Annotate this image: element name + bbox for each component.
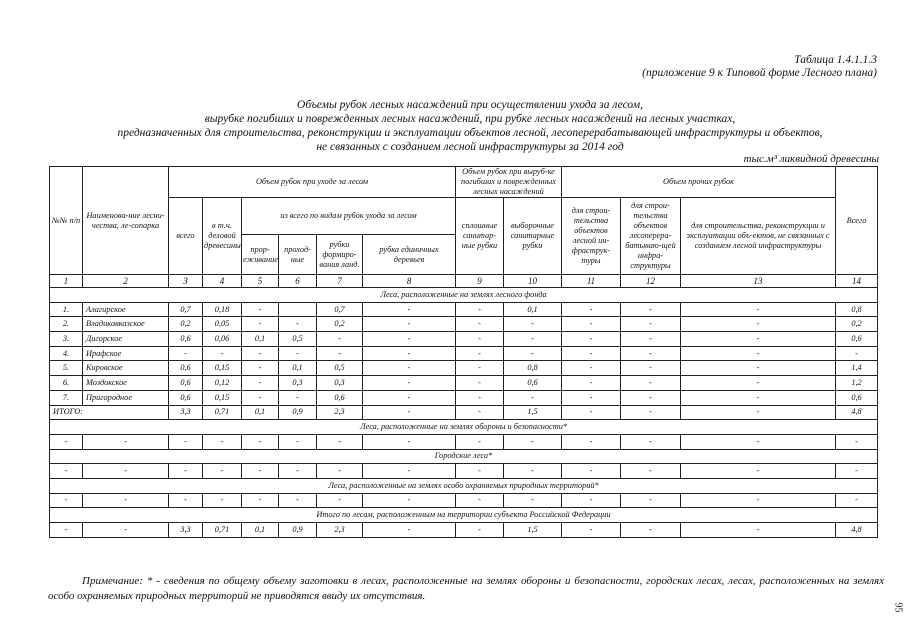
table-cell: - <box>317 346 363 361</box>
table-cell: 0,7 <box>317 302 363 317</box>
table-cell: - <box>242 493 279 508</box>
table-cell: - <box>279 464 317 479</box>
table-cell: 2,3 <box>317 405 363 420</box>
table-cell: - <box>169 434 203 449</box>
table-cell: - <box>50 523 83 538</box>
row-number: 6. <box>50 376 83 391</box>
table-cell: - <box>681 302 836 317</box>
title-line: вырубке погибших и поврежденных лесных насаждений, при рубке лесных насаждений на лесных участках, <box>204 113 736 125</box>
table-cell: 0,9 <box>279 523 317 538</box>
table-cell: - <box>504 464 562 479</box>
volumes-table <box>49 166 878 538</box>
table-cell: - <box>279 346 317 361</box>
table-cell: - <box>83 464 169 479</box>
table-cell: - <box>363 346 456 361</box>
table-cell: - <box>363 434 456 449</box>
table-cell: - <box>681 523 836 538</box>
table-cell: 0,6 <box>169 376 203 391</box>
table-cell: - <box>456 523 504 538</box>
table-row <box>50 302 878 317</box>
table-cell: - <box>456 464 504 479</box>
table-cell: - <box>317 464 363 479</box>
appendix-note: (приложение 9 к Типовой форме Лесного плана) <box>642 67 877 79</box>
column-number: 7 <box>317 275 363 288</box>
page-number: 95 <box>892 602 904 613</box>
table-cell: - <box>681 317 836 332</box>
section-heading: Итого по лесам, расположенным на территории субъекта Российской Федерации <box>50 508 878 523</box>
table-cell: - <box>562 434 621 449</box>
table-cell: 0,2 <box>169 317 203 332</box>
table-cell: 0,15 <box>203 361 242 376</box>
column-number: 4 <box>203 275 242 288</box>
table-cell <box>279 302 317 317</box>
header-passage: проход-ные <box>279 235 317 275</box>
table-cell: 0,1 <box>279 361 317 376</box>
header-total: Всего <box>836 167 878 275</box>
table-row <box>50 332 878 347</box>
table-cell: - <box>242 346 279 361</box>
table-cell: - <box>203 434 242 449</box>
table-cell: - <box>621 302 681 317</box>
table-cell: - <box>836 434 878 449</box>
section-heading: Леса, расположенные на землях обороны и безопасности* <box>50 420 878 435</box>
column-number: 1 <box>50 275 83 288</box>
table-cell: - <box>681 346 836 361</box>
table-reference <box>642 54 877 80</box>
table-cell: - <box>83 523 169 538</box>
table-cell: - <box>836 493 878 508</box>
table-cell: - <box>169 346 203 361</box>
table-cell: 0,15 <box>203 390 242 405</box>
table-cell: 0,2 <box>317 317 363 332</box>
table-cell: 1,5 <box>504 523 562 538</box>
header-other: Объем прочих рубок <box>562 167 836 198</box>
table-cell: - <box>681 493 836 508</box>
table-cell: 3,3 <box>169 405 203 420</box>
row-number: 5. <box>50 361 83 376</box>
column-number: 9 <box>456 275 504 288</box>
table-cell: - <box>621 376 681 391</box>
table-cell: - <box>681 390 836 405</box>
forestry-name: Алагирское <box>83 302 169 317</box>
table-cell: - <box>279 434 317 449</box>
table-cell: - <box>242 390 279 405</box>
table-cell: 0,2 <box>836 317 878 332</box>
table-cell: 0,6 <box>169 332 203 347</box>
header-processing-infra: для строи-тельства объектов лесоперера-батываю-щей инфра-структуры <box>621 198 681 275</box>
table-cell: - <box>621 390 681 405</box>
column-number: 14 <box>836 275 878 288</box>
table-cell: - <box>456 434 504 449</box>
dash-row <box>50 464 878 479</box>
table-cell: - <box>681 405 836 420</box>
itogo-row <box>50 405 878 420</box>
table-cell: - <box>562 405 621 420</box>
table-cell: - <box>456 302 504 317</box>
table-cell: - <box>504 332 562 347</box>
table-cell: - <box>562 317 621 332</box>
table-cell: - <box>621 332 681 347</box>
table-cell: 0,6 <box>317 390 363 405</box>
table-cell: - <box>50 434 83 449</box>
table-cell: - <box>169 464 203 479</box>
table-cell: 0,05 <box>203 317 242 332</box>
column-number: 10 <box>504 275 562 288</box>
table-cell: - <box>363 317 456 332</box>
table-cell: 0,1 <box>242 332 279 347</box>
column-number: 13 <box>681 275 836 288</box>
table-cell: 1,2 <box>836 376 878 391</box>
forestry-name: Моздокское <box>83 376 169 391</box>
table-cell: 4,8 <box>836 405 878 420</box>
table-cell: - <box>317 493 363 508</box>
table-cell: 0,18 <box>203 302 242 317</box>
table-cell: 0,06 <box>203 332 242 347</box>
table-cell: - <box>621 464 681 479</box>
table-cell: - <box>562 493 621 508</box>
table-cell: - <box>456 390 504 405</box>
forestry-name: Кировское <box>83 361 169 376</box>
dash-row <box>50 434 878 449</box>
table-cell: - <box>504 346 562 361</box>
table-cell: - <box>621 523 681 538</box>
table-cell: - <box>456 376 504 391</box>
table-cell: - <box>203 346 242 361</box>
table-cell: - <box>456 361 504 376</box>
section-heading: Леса, расположенные на землях лесного фонда <box>50 288 878 303</box>
table-cell: - <box>242 317 279 332</box>
header-thinning: прор-еживание <box>242 235 279 275</box>
table-cell: - <box>203 493 242 508</box>
table-cell: 0,1 <box>504 302 562 317</box>
column-number: 11 <box>562 275 621 288</box>
table-cell: - <box>456 332 504 347</box>
table-cell: - <box>836 346 878 361</box>
forestry-name: Ирафское <box>83 346 169 361</box>
table-cell: - <box>242 464 279 479</box>
table-cell: 0,3 <box>279 376 317 391</box>
table-cell: - <box>242 376 279 391</box>
column-number: 3 <box>169 275 203 288</box>
header-care-business: в т.ч. деловой древесины <box>203 198 242 275</box>
title-line: предназначенных для строительства, реконструкции и эксплуатации объектов лесной, лесоперерабатывающей инфраструктуры и объектов, <box>117 127 823 139</box>
table-cell: 0,8 <box>836 302 878 317</box>
subject-total-row <box>50 523 878 538</box>
column-number: 6 <box>279 275 317 288</box>
table-cell: 0,6 <box>836 390 878 405</box>
table-cell: 4,8 <box>836 523 878 538</box>
table-number: Таблица 1.4.1.1.3 <box>794 54 877 66</box>
table-cell: 0,7 <box>169 302 203 317</box>
table-cell: - <box>562 390 621 405</box>
header-single-trees: рубка единичных деревьев <box>363 235 456 275</box>
table-cell: - <box>363 332 456 347</box>
table-cell: - <box>836 464 878 479</box>
table-cell: - <box>456 346 504 361</box>
row-number: 3. <box>50 332 83 347</box>
table-cell: - <box>279 493 317 508</box>
table-cell: - <box>363 464 456 479</box>
table-cell: - <box>279 317 317 332</box>
header-dead: Объем рубок при выруб-ке погибших и поврежденных лесных насаждений <box>456 167 562 198</box>
footnote: Примечание: * - сведения по общему объему заготовки в лесах, расположенные на землях обороны и безопасности, городских лесах, лесах, расположенных на землях особо охраняемых природных территорий не приводятся ввиду их отсутствия. <box>48 575 884 602</box>
table-cell: - <box>363 302 456 317</box>
header-name: Наименова-ние лесни-чества, ле-сопарка <box>83 167 169 275</box>
header-selective-sanitary: выборочные санитарные рубки <box>504 198 562 275</box>
forestry-name: Дигорское <box>83 332 169 347</box>
table-cell: - <box>363 493 456 508</box>
table-cell: 1,4 <box>836 361 878 376</box>
table-cell: 0,9 <box>279 405 317 420</box>
header-num: №№ п/п <box>50 167 83 275</box>
table-cell: - <box>242 434 279 449</box>
header-clear-sanitary: сплошные санитар-ные рубки <box>456 198 504 275</box>
table-cell: - <box>681 376 836 391</box>
table-row <box>50 346 878 361</box>
table-cell: - <box>504 390 562 405</box>
row-number: 4. <box>50 346 83 361</box>
table-cell: - <box>621 317 681 332</box>
table-cell: - <box>621 405 681 420</box>
table-cell: 0,12 <box>203 376 242 391</box>
document-title <box>40 98 900 154</box>
header-care: Объем рубок при уходе за лесом <box>169 167 456 198</box>
table-cell: - <box>83 434 169 449</box>
column-number: 5 <box>242 275 279 288</box>
table-cell: - <box>363 523 456 538</box>
table-cell: - <box>562 523 621 538</box>
table-cell: - <box>504 317 562 332</box>
row-number: 7. <box>50 390 83 405</box>
table-cell: - <box>681 332 836 347</box>
table-cell: - <box>317 434 363 449</box>
forestry-name: Владикавказское <box>83 317 169 332</box>
table-cell: 0,6 <box>169 390 203 405</box>
table-cell: - <box>562 332 621 347</box>
table-cell: - <box>456 493 504 508</box>
table-cell: - <box>363 390 456 405</box>
table-cell: - <box>681 434 836 449</box>
header-formation: рубки формиро-вания ланд. <box>317 235 363 275</box>
table-cell: 0,6 <box>836 332 878 347</box>
table-cell: 0,5 <box>317 361 363 376</box>
header-care-bytype: из всего по видам рубок ухода за лесом <box>242 198 456 235</box>
table-row <box>50 376 878 391</box>
column-number: 2 <box>83 275 169 288</box>
table-cell: 0,8 <box>504 361 562 376</box>
table-cell: - <box>562 361 621 376</box>
header-care-all: всего <box>169 198 203 275</box>
column-number: 8 <box>363 275 456 288</box>
table-cell: - <box>363 405 456 420</box>
table-cell: - <box>681 464 836 479</box>
table-cell: 0,3 <box>317 376 363 391</box>
section-heading: Городские леса* <box>50 449 878 464</box>
forestry-name: Пригородное <box>83 390 169 405</box>
table-cell: 0,1 <box>242 523 279 538</box>
table-cell: - <box>504 434 562 449</box>
table-cell: - <box>562 464 621 479</box>
table-cell: - <box>363 361 456 376</box>
title-line: не связанных с созданием лесной инфраструктуры за 2014 год <box>316 141 624 153</box>
table-cell: 0,1 <box>242 405 279 420</box>
column-number: 12 <box>621 275 681 288</box>
table-cell: 0,5 <box>279 332 317 347</box>
table-cell: - <box>50 493 83 508</box>
row-number: 1. <box>50 302 83 317</box>
table-row <box>50 317 878 332</box>
dash-row <box>50 493 878 508</box>
units-label: тыс.м³ ликвидной древесины <box>743 153 879 165</box>
table-cell: 0,71 <box>203 523 242 538</box>
column-numbers-row <box>50 275 878 288</box>
table-cell: - <box>621 434 681 449</box>
table-cell: - <box>203 464 242 479</box>
row-number: 2. <box>50 317 83 332</box>
table-cell: - <box>621 361 681 376</box>
table-cell: - <box>50 464 83 479</box>
table-row <box>50 390 878 405</box>
table-row <box>50 361 878 376</box>
header-forest-infra: для строи-тельства объектов лесной ин-фраструк-туры <box>562 198 621 275</box>
table-cell: - <box>242 361 279 376</box>
table-cell: - <box>456 317 504 332</box>
table-cell: - <box>562 302 621 317</box>
table-cell: - <box>169 493 203 508</box>
table-cell: 0,6 <box>169 361 203 376</box>
table-cell: - <box>562 376 621 391</box>
table-cell: 3,3 <box>169 523 203 538</box>
table-cell: 2,3 <box>317 523 363 538</box>
table-cell: - <box>456 405 504 420</box>
table-cell: - <box>621 346 681 361</box>
table-cell: 0,71 <box>203 405 242 420</box>
table-cell: - <box>504 493 562 508</box>
table-cell: - <box>681 361 836 376</box>
table-cell: - <box>621 493 681 508</box>
table-cell: - <box>83 493 169 508</box>
section-heading: Леса, расположенные на землях особо охраняемых природных территорий* <box>50 478 878 493</box>
forestry-rows <box>50 302 878 405</box>
title-line: Объемы рубок лесных насаждений при осуществлении ухода за лесом, <box>297 99 643 111</box>
table-cell: - <box>242 302 279 317</box>
table-cell: - <box>562 346 621 361</box>
itogo-label: ИТОГО: <box>50 405 169 420</box>
header-non-infra: для строительства, реконструкции и эксплуатации объ-ектов, не связанных с созданием лесной инфраструктуры <box>681 198 836 275</box>
table-cell: 1,5 <box>504 405 562 420</box>
table-cell: - <box>317 332 363 347</box>
table-cell: 0,6 <box>504 376 562 391</box>
table-cell: - <box>279 390 317 405</box>
table-cell: - <box>363 376 456 391</box>
